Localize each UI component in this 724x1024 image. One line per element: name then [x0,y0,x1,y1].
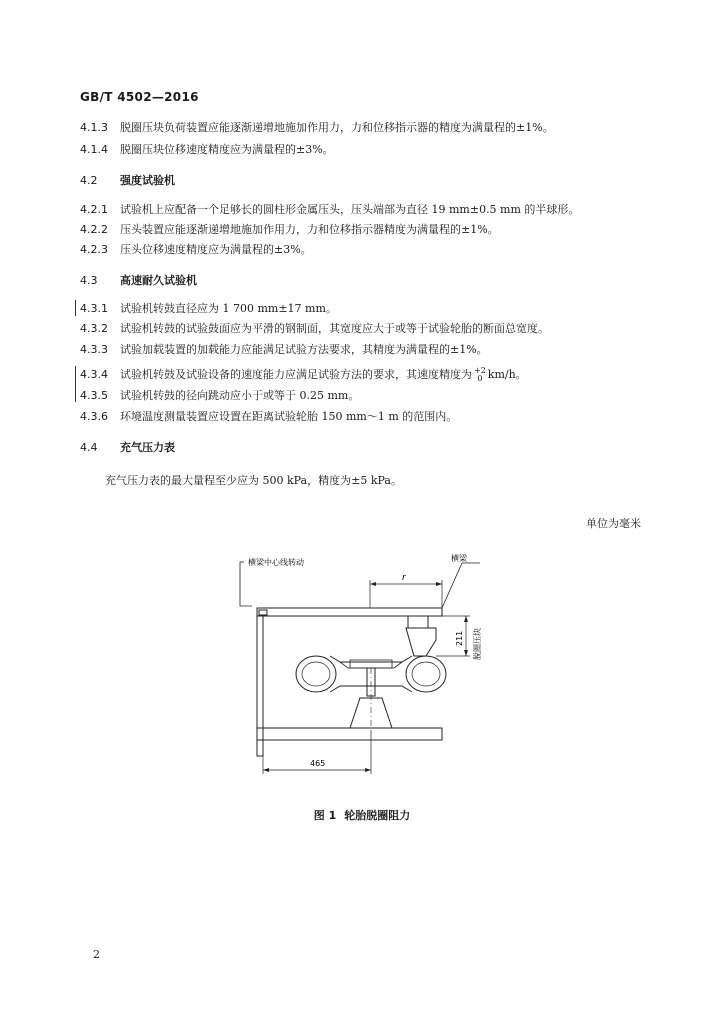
block-hanger [408,616,428,628]
clause-text: 试验加载装置的加载能力应能满足试验方法要求，其精度为满量程的±1%。 [120,343,488,356]
section-title: 强度试验机 [120,174,175,187]
clause-4-2-3 [80,243,312,257]
figure-tire-bead-unseating [230,548,520,788]
clause-4-1-4 [80,143,334,157]
clause-4-3-6 [80,410,457,424]
document-header: GB/T 4502—2016 [80,90,199,104]
clause-text: 试验机转鼓及试验设备的速度能力应满足试验方法的要求，其速度精度为 [120,368,472,381]
clause-4-3-5 [80,389,359,403]
section-number: 4.4 [80,441,98,454]
clause-unit: km/h。 [487,368,527,381]
section-title: 充气压力表 [120,441,175,454]
section-number: 4.2 [80,174,98,187]
section-4-3 [80,274,197,288]
pivot-pin [259,610,267,615]
section-number: 4.3 [80,274,98,287]
clause-number: 4.3.5 [80,389,108,402]
page-number: 2 [93,948,100,961]
clause-text: 试验机上应配备一个足够长的圆柱形金属压头，压头端部为直径 19 mm±0.5 mm 的半球形。 [120,203,580,216]
clause-number: 4.2.3 [80,243,108,256]
speed-tolerance [474,367,486,383]
change-bar [75,300,76,316]
figure-number: 图 1 [313,809,337,822]
clause-text: 压头装置应能逐渐递增地施加作用力，力和位移指示器精度为满量程的±1%。 [120,223,499,236]
beam-leader-line [442,563,480,608]
clause-text: 试验机转鼓直径应为 1 700 mm±17 mm。 [120,302,337,315]
clause-number: 4.3.1 [80,302,108,315]
section-title: 高速耐久试验机 [120,274,197,287]
clause-number: 4.3.6 [80,410,108,423]
tolerance-upper: +2 [474,366,486,375]
clause-number: 4.3.3 [80,343,108,356]
clause-4-3-2 [80,322,549,336]
section-4-4 [80,441,175,455]
clause-4-2-1 [80,203,579,217]
clause-4-1-3 [80,121,554,135]
clause-text: 环境温度测量装置应设置在距离试验轮胎 150 mm～1 m 的范围内。 [120,410,458,423]
paragraph-4-4: 充气压力表的最大量程至少应为 500 kPa，精度为±5 kPa。 [105,474,402,487]
clause-number: 4.2.2 [80,223,108,236]
clause-number: 4.2.1 [80,203,108,216]
unit-note: 单位为毫米 [586,517,641,530]
base-platform [257,728,442,740]
clause-number: 4.1.4 [80,143,108,156]
clause-text: 试验机转鼓的试验鼓面应为平滑的钢制面，其宽度应大于或等于试验轮胎的断面总宽度。 [120,322,549,335]
clause-number: 4.3.4 [80,368,108,381]
label-465: 465 [310,759,326,768]
frame-column [257,616,263,756]
clause-4-2-2 [80,223,499,237]
section-4-2 [80,174,175,188]
label-211: 211 [455,630,464,646]
clause-text: 脱圈压块负荷装置应能逐渐递增地施加作用力，力和位移指示器的精度为满量程的±1%。 [120,121,554,134]
label-pivot: 横梁中心线转动 [248,558,304,567]
clause-text: 压头位移速度精度应为满量程的±3%。 [120,243,312,256]
clause-4-3-3 [80,343,488,357]
clause-text: 试验机转鼓的径向跳动应小于或等于 0.25 mm。 [120,389,360,402]
change-bar [75,366,76,402]
rim-hub [350,660,392,668]
cross-beam [257,608,442,616]
figure-caption [0,807,724,823]
clause-number: 4.3.2 [80,322,108,335]
label-beam: 横梁 [451,554,467,563]
pivot-leader-line [240,562,252,606]
figure-title: 轮胎脱圈阻力 [344,809,411,822]
clause-number: 4.1.3 [80,121,108,134]
unseating-block [406,628,436,656]
clause-4-3-4 [80,367,527,383]
label-r: r [402,573,406,583]
clause-4-3-1 [80,302,337,316]
clause-text: 脱圈压块位移速度精度应为满量程的±3%。 [120,143,334,156]
tolerance-lower: 0 [477,374,483,383]
label-unseating-block: 脱圈压块 [473,628,482,660]
